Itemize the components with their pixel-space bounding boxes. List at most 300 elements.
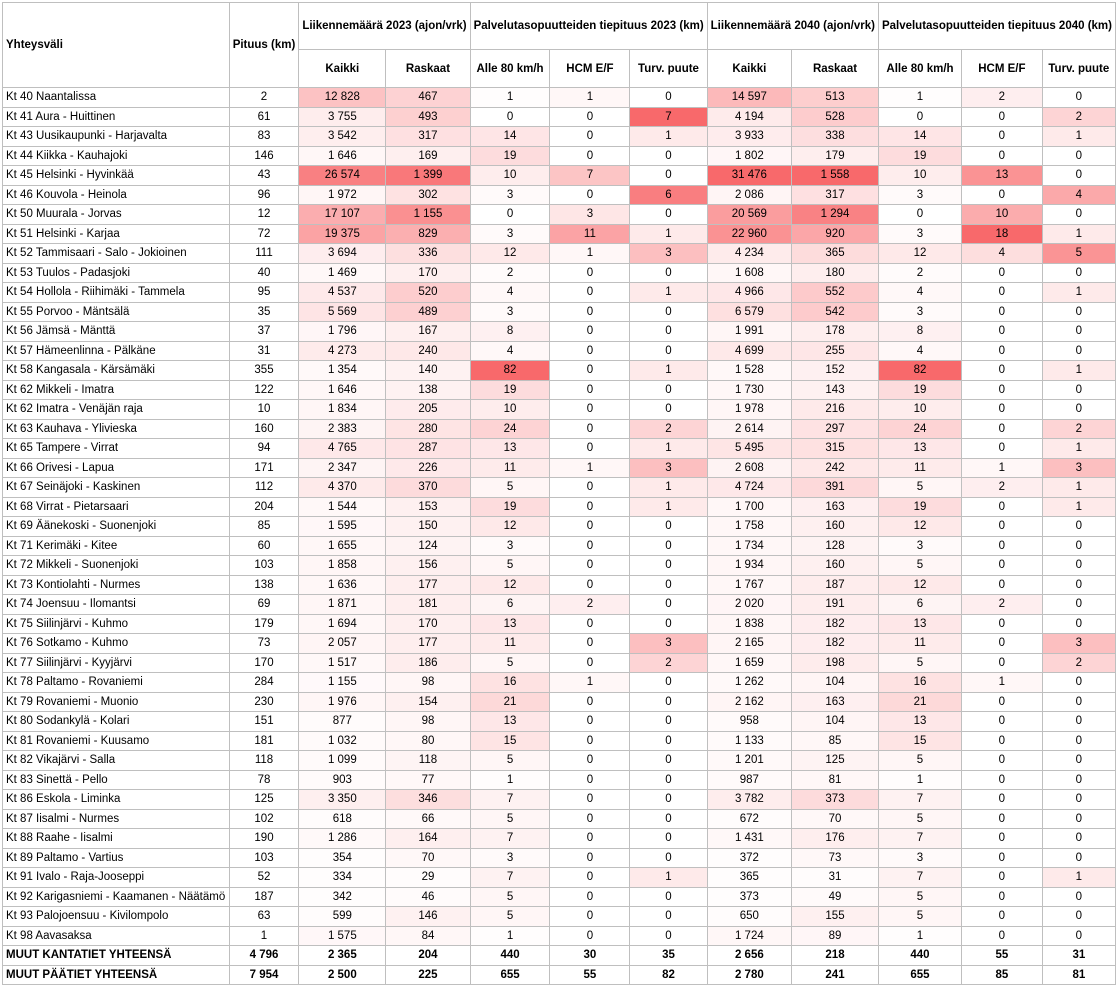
cell-raskaat-2040: 528 [792, 107, 879, 127]
cell-raskaat-2023: 140 [386, 361, 470, 381]
cell-yhteysvali: Kt 71 Kerimäki - Kitee [3, 536, 230, 556]
cell-turv-2040: 0 [1042, 731, 1115, 751]
cell-alle80-2040: 7 [878, 790, 961, 810]
cell-turv-2040: 0 [1042, 829, 1115, 849]
cell-hcm-2040: 0 [962, 517, 1043, 537]
cell-raskaat-2040: 73 [792, 848, 879, 868]
cell-alle80-2040: 24 [878, 419, 961, 439]
header-palvelutaso-2023: Palvelutasopuutteiden tiepituus 2023 (km) [470, 3, 707, 50]
cell-raskaat-2023: 70 [386, 848, 470, 868]
cell-hcm-2023: 0 [550, 478, 630, 498]
cell-kaikki-2040: 2 165 [707, 634, 791, 654]
cell-alle80-2040: 13 [878, 439, 961, 459]
cell-kaikki-2023: 4 273 [299, 341, 386, 361]
cell-hcm-2023: 0 [550, 926, 630, 946]
cell-raskaat-2023: 170 [386, 263, 470, 283]
cell-alle80-2023: 10 [470, 400, 550, 420]
cell-alle80-2040: 13 [878, 712, 961, 732]
cell-turv-2023: 0 [630, 809, 707, 829]
cell-alle80-2040: 82 [878, 361, 961, 381]
cell-alle80-2023: 1 [470, 926, 550, 946]
cell-raskaat-2040: 317 [792, 185, 879, 205]
cell-alle80-2023: 19 [470, 380, 550, 400]
cell-alle80-2040: 5 [878, 751, 961, 771]
cell-yhteysvali: Kt 43 Uusikaupunki - Harjavalta [3, 127, 230, 147]
cell-turv-2023: 1 [630, 127, 707, 147]
cell-hcm-2023: 0 [550, 302, 630, 322]
cell-turv-2023: 0 [630, 556, 707, 576]
cell-yhteysvali: Kt 57 Hämeenlinna - Pälkäne [3, 341, 230, 361]
cell-hcm-2040: 0 [962, 361, 1043, 381]
table-row [3, 400, 1116, 420]
cell-turv-2040: 0 [1042, 88, 1115, 108]
cell-hcm-2040: 0 [962, 829, 1043, 849]
cell-turv-2040: 0 [1042, 166, 1115, 186]
cell-raskaat-2040: 338 [792, 127, 879, 147]
cell-pituus: 78 [229, 770, 299, 790]
cell-kaikki-2023: 2 365 [299, 946, 386, 966]
cell-hcm-2023: 0 [550, 341, 630, 361]
cell-raskaat-2023: 153 [386, 497, 470, 517]
table-row [3, 790, 1116, 810]
cell-alle80-2023: 5 [470, 653, 550, 673]
cell-raskaat-2023: 336 [386, 244, 470, 264]
cell-hcm-2040: 1 [962, 458, 1043, 478]
cell-kaikki-2023: 1 575 [299, 926, 386, 946]
cell-kaikki-2040: 1 758 [707, 517, 791, 537]
cell-turv-2040: 0 [1042, 790, 1115, 810]
cell-hcm-2023: 0 [550, 575, 630, 595]
table-row [3, 770, 1116, 790]
cell-alle80-2040: 11 [878, 458, 961, 478]
cell-alle80-2023: 15 [470, 731, 550, 751]
table-row [3, 868, 1116, 888]
cell-turv-2040: 0 [1042, 517, 1115, 537]
cell-hcm-2023: 1 [550, 673, 630, 693]
table-row [3, 361, 1116, 381]
cell-pituus: 85 [229, 517, 299, 537]
cell-hcm-2023: 0 [550, 517, 630, 537]
cell-yhteysvali: Kt 79 Rovaniemi - Muonio [3, 692, 230, 712]
cell-turv-2040: 1 [1042, 478, 1115, 498]
cell-pituus: 63 [229, 907, 299, 927]
cell-kaikki-2023: 26 574 [299, 166, 386, 186]
header-liikennemaara-2040: Liikennemäärä 2040 (ajon/vrk) [707, 3, 878, 50]
cell-raskaat-2040: 552 [792, 283, 879, 303]
cell-raskaat-2023: 156 [386, 556, 470, 576]
cell-alle80-2023: 19 [470, 497, 550, 517]
cell-hcm-2040: 0 [962, 907, 1043, 927]
cell-hcm-2023: 0 [550, 322, 630, 342]
cell-raskaat-2023: 287 [386, 439, 470, 459]
cell-yhteysvali: Kt 73 Kontiolahti - Nurmes [3, 575, 230, 595]
cell-turv-2040: 2 [1042, 107, 1115, 127]
cell-kaikki-2023: 1 655 [299, 536, 386, 556]
cell-hcm-2040: 0 [962, 653, 1043, 673]
cell-raskaat-2023: 1 155 [386, 205, 470, 225]
table-row [3, 458, 1116, 478]
cell-alle80-2023: 13 [470, 614, 550, 634]
cell-hcm-2023: 0 [550, 907, 630, 927]
table-row [3, 517, 1116, 537]
cell-kaikki-2023: 17 107 [299, 205, 386, 225]
cell-alle80-2023: 5 [470, 751, 550, 771]
cell-pituus: 69 [229, 595, 299, 615]
cell-turv-2023: 3 [630, 634, 707, 654]
cell-turv-2023: 0 [630, 692, 707, 712]
cell-pituus: 7 954 [229, 965, 299, 985]
cell-turv-2023: 1 [630, 283, 707, 303]
cell-hcm-2040: 18 [962, 224, 1043, 244]
cell-turv-2040: 0 [1042, 146, 1115, 166]
cell-hcm-2023: 0 [550, 829, 630, 849]
cell-turv-2023: 1 [630, 224, 707, 244]
cell-alle80-2040: 6 [878, 595, 961, 615]
cell-kaikki-2023: 1 469 [299, 263, 386, 283]
cell-hcm-2023: 0 [550, 127, 630, 147]
cell-turv-2040: 0 [1042, 848, 1115, 868]
cell-raskaat-2040: 155 [792, 907, 879, 927]
cell-turv-2023: 0 [630, 926, 707, 946]
cell-turv-2040: 0 [1042, 926, 1115, 946]
cell-alle80-2040: 13 [878, 614, 961, 634]
cell-pituus: 181 [229, 731, 299, 751]
cell-raskaat-2023: 240 [386, 341, 470, 361]
cell-alle80-2040: 10 [878, 166, 961, 186]
cell-raskaat-2040: 182 [792, 614, 879, 634]
cell-turv-2023: 0 [630, 575, 707, 595]
cell-turv-2040: 1 [1042, 224, 1115, 244]
cell-raskaat-2040: 160 [792, 556, 879, 576]
cell-kaikki-2040: 1 528 [707, 361, 791, 381]
cell-kaikki-2023: 1 595 [299, 517, 386, 537]
cell-turv-2023: 0 [630, 595, 707, 615]
cell-raskaat-2040: 198 [792, 653, 879, 673]
cell-raskaat-2023: 29 [386, 868, 470, 888]
cell-hcm-2040: 55 [962, 946, 1043, 966]
cell-alle80-2040: 21 [878, 692, 961, 712]
cell-turv-2023: 35 [630, 946, 707, 966]
cell-kaikki-2023: 1 155 [299, 673, 386, 693]
cell-hcm-2023: 0 [550, 848, 630, 868]
header-hcm-2023: HCM E/F [550, 50, 630, 88]
cell-yhteysvali: Kt 87 Iisalmi - Nurmes [3, 809, 230, 829]
table-row [3, 536, 1116, 556]
cell-hcm-2023: 0 [550, 439, 630, 459]
cell-kaikki-2023: 2 347 [299, 458, 386, 478]
cell-hcm-2040: 2 [962, 595, 1043, 615]
cell-yhteysvali: Kt 53 Tuulos - Padasjoki [3, 263, 230, 283]
cell-turv-2023: 82 [630, 965, 707, 985]
cell-yhteysvali: MUUT PÄÄTIET YHTEENSÄ [3, 965, 230, 985]
cell-pituus: 31 [229, 341, 299, 361]
cell-hcm-2023: 1 [550, 88, 630, 108]
cell-alle80-2040: 12 [878, 575, 961, 595]
cell-hcm-2023: 0 [550, 185, 630, 205]
cell-alle80-2023: 1 [470, 88, 550, 108]
cell-alle80-2040: 15 [878, 731, 961, 751]
cell-kaikki-2040: 2 020 [707, 595, 791, 615]
cell-alle80-2040: 7 [878, 868, 961, 888]
cell-pituus: 103 [229, 848, 299, 868]
cell-hcm-2023: 1 [550, 458, 630, 478]
cell-hcm-2040: 0 [962, 634, 1043, 654]
cell-kaikki-2023: 618 [299, 809, 386, 829]
table-row [3, 478, 1116, 498]
cell-turv-2023: 0 [630, 770, 707, 790]
cell-turv-2040: 31 [1042, 946, 1115, 966]
cell-alle80-2040: 0 [878, 205, 961, 225]
cell-turv-2023: 6 [630, 185, 707, 205]
cell-pituus: 111 [229, 244, 299, 264]
cell-kaikki-2040: 2 608 [707, 458, 791, 478]
cell-hcm-2040: 0 [962, 692, 1043, 712]
table-row [3, 556, 1116, 576]
cell-turv-2040: 0 [1042, 322, 1115, 342]
cell-raskaat-2023: 225 [386, 965, 470, 985]
cell-turv-2040: 4 [1042, 185, 1115, 205]
cell-hcm-2040: 0 [962, 751, 1043, 771]
cell-raskaat-2023: 146 [386, 907, 470, 927]
cell-turv-2040: 0 [1042, 205, 1115, 225]
cell-kaikki-2040: 22 960 [707, 224, 791, 244]
cell-turv-2023: 0 [630, 400, 707, 420]
cell-raskaat-2023: 118 [386, 751, 470, 771]
cell-kaikki-2040: 2 780 [707, 965, 791, 985]
header-turv-2040: Turv. puute [1042, 50, 1115, 88]
cell-turv-2023: 0 [630, 166, 707, 186]
cell-hcm-2040: 0 [962, 770, 1043, 790]
table-row [3, 595, 1116, 615]
cell-kaikki-2023: 3 755 [299, 107, 386, 127]
cell-kaikki-2040: 4 234 [707, 244, 791, 264]
cell-yhteysvali: Kt 88 Raahe - Iisalmi [3, 829, 230, 849]
cell-yhteysvali: Kt 81 Rovaniemi - Kuusamo [3, 731, 230, 751]
cell-raskaat-2023: 317 [386, 127, 470, 147]
cell-pituus: 12 [229, 205, 299, 225]
cell-hcm-2040: 0 [962, 341, 1043, 361]
cell-raskaat-2040: 315 [792, 439, 879, 459]
cell-kaikki-2040: 20 569 [707, 205, 791, 225]
cell-pituus: 102 [229, 809, 299, 829]
cell-alle80-2023: 12 [470, 517, 550, 537]
cell-pituus: 4 796 [229, 946, 299, 966]
cell-raskaat-2023: 66 [386, 809, 470, 829]
cell-hcm-2023: 0 [550, 790, 630, 810]
cell-kaikki-2023: 3 542 [299, 127, 386, 147]
cell-raskaat-2023: 169 [386, 146, 470, 166]
cell-turv-2040: 1 [1042, 497, 1115, 517]
cell-kaikki-2023: 1 544 [299, 497, 386, 517]
cell-yhteysvali: Kt 93 Palojoensuu - Kivilompolo [3, 907, 230, 927]
cell-raskaat-2023: 829 [386, 224, 470, 244]
cell-raskaat-2040: 70 [792, 809, 879, 829]
cell-yhteysvali: Kt 68 Virrat - Pietarsaari [3, 497, 230, 517]
cell-pituus: 204 [229, 497, 299, 517]
cell-kaikki-2023: 2 500 [299, 965, 386, 985]
cell-pituus: 83 [229, 127, 299, 147]
table-row [3, 673, 1116, 693]
cell-raskaat-2040: 920 [792, 224, 879, 244]
cell-raskaat-2040: 128 [792, 536, 879, 556]
cell-alle80-2023: 5 [470, 887, 550, 907]
cell-hcm-2040: 0 [962, 926, 1043, 946]
cell-turv-2023: 2 [630, 653, 707, 673]
cell-alle80-2040: 3 [878, 536, 961, 556]
cell-hcm-2040: 0 [962, 380, 1043, 400]
cell-hcm-2040: 0 [962, 419, 1043, 439]
table-row [3, 341, 1116, 361]
cell-yhteysvali: Kt 44 Kiikka - Kauhajoki [3, 146, 230, 166]
cell-turv-2023: 1 [630, 478, 707, 498]
table-row [3, 614, 1116, 634]
cell-yhteysvali: Kt 75 Siilinjärvi - Kuhmo [3, 614, 230, 634]
cell-raskaat-2040: 241 [792, 965, 879, 985]
cell-raskaat-2023: 154 [386, 692, 470, 712]
table-row [3, 146, 1116, 166]
cell-alle80-2040: 12 [878, 517, 961, 537]
cell-yhteysvali: Kt 40 Naantalissa [3, 88, 230, 108]
cell-pituus: 52 [229, 868, 299, 888]
cell-kaikki-2023: 1 032 [299, 731, 386, 751]
cell-alle80-2040: 4 [878, 283, 961, 303]
total-row [3, 965, 1116, 985]
cell-kaikki-2023: 19 375 [299, 224, 386, 244]
cell-turv-2023: 0 [630, 146, 707, 166]
cell-alle80-2023: 5 [470, 478, 550, 498]
cell-yhteysvali: Kt 41 Aura - Huittinen [3, 107, 230, 127]
table-row [3, 848, 1116, 868]
cell-turv-2040: 0 [1042, 751, 1115, 771]
cell-pituus: 118 [229, 751, 299, 771]
header-kaikki-2023: Kaikki [299, 50, 386, 88]
cell-alle80-2040: 3 [878, 224, 961, 244]
header-hcm-2040: HCM E/F [962, 50, 1043, 88]
cell-hcm-2040: 1 [962, 673, 1043, 693]
cell-turv-2023: 3 [630, 244, 707, 264]
cell-kaikki-2023: 1 286 [299, 829, 386, 849]
table-row [3, 107, 1116, 127]
cell-hcm-2040: 0 [962, 848, 1043, 868]
cell-alle80-2023: 3 [470, 224, 550, 244]
cell-alle80-2023: 2 [470, 263, 550, 283]
cell-alle80-2023: 4 [470, 283, 550, 303]
header-kaikki-2040: Kaikki [707, 50, 791, 88]
cell-hcm-2040: 0 [962, 302, 1043, 322]
cell-alle80-2023: 0 [470, 205, 550, 225]
cell-turv-2023: 0 [630, 263, 707, 283]
cell-alle80-2023: 3 [470, 848, 550, 868]
cell-yhteysvali: Kt 76 Sotkamo - Kuhmo [3, 634, 230, 654]
cell-pituus: 60 [229, 536, 299, 556]
cell-yhteysvali: Kt 55 Porvoo - Mäntsälä [3, 302, 230, 322]
cell-pituus: 35 [229, 302, 299, 322]
cell-hcm-2040: 0 [962, 712, 1043, 732]
cell-pituus: 284 [229, 673, 299, 693]
cell-hcm-2040: 0 [962, 887, 1043, 907]
cell-raskaat-2040: 180 [792, 263, 879, 283]
cell-alle80-2040: 440 [878, 946, 961, 966]
cell-yhteysvali: Kt 69 Äänekoski - Suonenjoki [3, 517, 230, 537]
cell-pituus: 122 [229, 380, 299, 400]
table-row [3, 419, 1116, 439]
cell-alle80-2023: 1 [470, 770, 550, 790]
cell-hcm-2023: 0 [550, 614, 630, 634]
cell-turv-2023: 0 [630, 829, 707, 849]
cell-hcm-2040: 0 [962, 283, 1043, 303]
cell-kaikki-2040: 1 133 [707, 731, 791, 751]
cell-alle80-2040: 14 [878, 127, 961, 147]
cell-alle80-2040: 3 [878, 185, 961, 205]
cell-raskaat-2040: 31 [792, 868, 879, 888]
cell-raskaat-2040: 179 [792, 146, 879, 166]
cell-kaikki-2023: 1 976 [299, 692, 386, 712]
cell-raskaat-2040: 104 [792, 712, 879, 732]
cell-alle80-2023: 0 [470, 107, 550, 127]
cell-alle80-2023: 82 [470, 361, 550, 381]
cell-turv-2040: 1 [1042, 283, 1115, 303]
cell-raskaat-2040: 365 [792, 244, 879, 264]
cell-hcm-2023: 0 [550, 712, 630, 732]
cell-turv-2023: 0 [630, 614, 707, 634]
table-row [3, 127, 1116, 147]
table-row [3, 653, 1116, 673]
cell-turv-2040: 0 [1042, 341, 1115, 361]
table-row [3, 809, 1116, 829]
cell-alle80-2040: 1 [878, 88, 961, 108]
cell-raskaat-2023: 370 [386, 478, 470, 498]
cell-kaikki-2023: 2 383 [299, 419, 386, 439]
cell-kaikki-2040: 2 614 [707, 419, 791, 439]
cell-hcm-2023: 0 [550, 263, 630, 283]
cell-kaikki-2040: 1 262 [707, 673, 791, 693]
cell-alle80-2023: 3 [470, 536, 550, 556]
cell-turv-2040: 0 [1042, 692, 1115, 712]
cell-turv-2040: 81 [1042, 965, 1115, 985]
cell-turv-2023: 0 [630, 341, 707, 361]
cell-hcm-2023: 11 [550, 224, 630, 244]
cell-kaikki-2040: 1 724 [707, 926, 791, 946]
cell-pituus: 10 [229, 400, 299, 420]
cell-alle80-2023: 21 [470, 692, 550, 712]
cell-raskaat-2023: 205 [386, 400, 470, 420]
cell-hcm-2023: 1 [550, 244, 630, 264]
cell-kaikki-2040: 2 656 [707, 946, 791, 966]
cell-yhteysvali: Kt 92 Karigasniemi - Kaamanen - Näätämö [3, 887, 230, 907]
cell-kaikki-2023: 1 834 [299, 400, 386, 420]
cell-yhteysvali: Kt 66 Orivesi - Lapua [3, 458, 230, 478]
cell-kaikki-2040: 1 201 [707, 751, 791, 771]
table-body [3, 88, 1116, 985]
cell-hcm-2023: 0 [550, 653, 630, 673]
cell-hcm-2040: 0 [962, 322, 1043, 342]
cell-alle80-2023: 24 [470, 419, 550, 439]
cell-raskaat-2040: 163 [792, 497, 879, 517]
cell-raskaat-2040: 187 [792, 575, 879, 595]
table-row [3, 712, 1116, 732]
cell-yhteysvali: Kt 74 Joensuu - Ilomantsi [3, 595, 230, 615]
cell-hcm-2023: 0 [550, 419, 630, 439]
cell-kaikki-2040: 3 782 [707, 790, 791, 810]
cell-turv-2023: 0 [630, 848, 707, 868]
cell-kaikki-2040: 1 767 [707, 575, 791, 595]
cell-kaikki-2023: 1 636 [299, 575, 386, 595]
cell-alle80-2023: 10 [470, 166, 550, 186]
spreadsheet [2, 2, 1116, 985]
cell-hcm-2040: 0 [962, 536, 1043, 556]
cell-raskaat-2040: 49 [792, 887, 879, 907]
cell-alle80-2023: 5 [470, 907, 550, 927]
